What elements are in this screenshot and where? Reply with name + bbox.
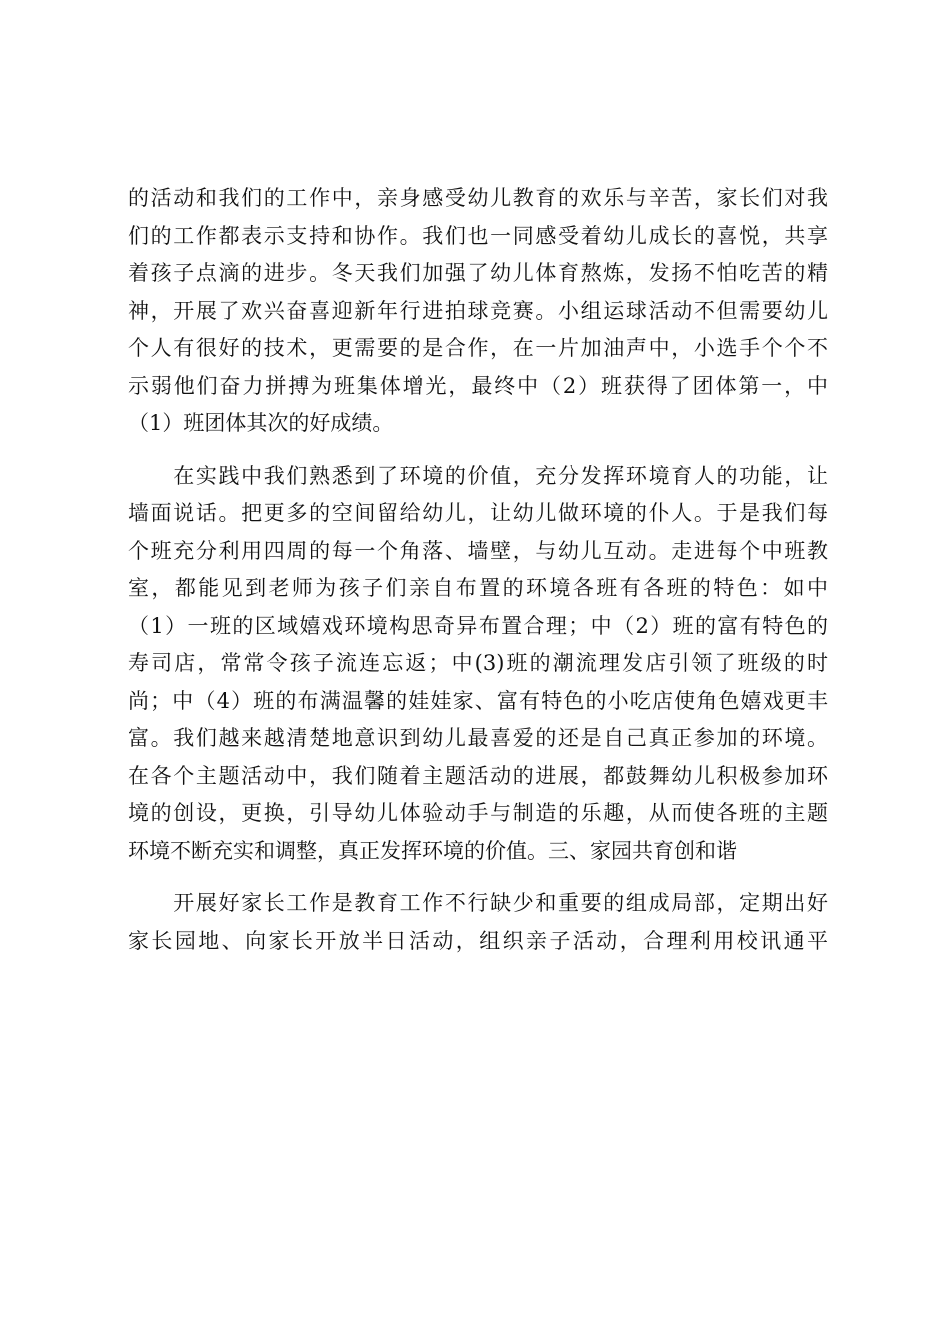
text-line: 在实践中我们熟悉到了环境的价值，充分发挥环境育人的功能，让 bbox=[128, 463, 828, 488]
text-line: 们的工作都表示支持和协作。我们也一同感受着幼儿成长的喜悦，共享 bbox=[128, 223, 828, 248]
text-line: 家长园地、向家长开放半日活动，组织亲子活动，合理利用校讯通平 bbox=[128, 928, 828, 953]
text-line: 室，都能见到老师为孩子们亲自布置的环境各班有各班的特色：如中 bbox=[128, 576, 828, 600]
text-line: 富。我们越来越清楚地意识到幼儿最喜爱的还是自己真正参加的环境。 bbox=[128, 726, 828, 750]
text-line: 个人有很好的技术，更需要的是合作，在一片加油声中，小选手个个不 bbox=[128, 336, 828, 360]
paragraph-spacer bbox=[128, 443, 828, 458]
text-line: 环境不断充实和调整，真正发挥环境的价值。三、家园共育创和谐 bbox=[128, 838, 737, 863]
paragraph bbox=[128, 458, 828, 871]
text-line: （1）班团体其次的好成绩。 bbox=[128, 411, 394, 435]
text-line: 的活动和我们的工作中，亲身感受幼儿教育的欢乐与辛苦，家长们对我 bbox=[128, 186, 828, 210]
document-body bbox=[128, 180, 828, 960]
text-line: 神，开展了欢兴奋喜迎新年行进拍球竞赛。小组运球活动不但需要幼儿 bbox=[128, 298, 828, 323]
text-line: 墙面说话。把更多的空间留给幼儿，让幼儿做环境的仆人。于是我们每 bbox=[128, 501, 828, 525]
text-line: 开展好家长工作是教育工作不行缺少和重要的组成局部，定期出好 bbox=[128, 891, 828, 915]
paragraph bbox=[128, 180, 828, 443]
text-line: 境的创设，更换，引导幼儿体验动手与制造的乐趣，从而使各班的主题 bbox=[128, 801, 828, 825]
text-line: 示弱他们奋力拼搏为班集体增光，最终中（2）班获得了团体第一，中 bbox=[128, 373, 828, 398]
text-line: 寿司店，常常令孩子流连忘返；中(3)班的潮流理发店引领了班级的时 bbox=[128, 651, 828, 675]
text-line: 着孩子点滴的进步。冬天我们加强了幼儿体育熬炼，发扬不怕吃苦的精 bbox=[128, 261, 828, 285]
text-line: 在各个主题活动中，我们随着主题活动的进展，都鼓舞幼儿积极参加环 bbox=[128, 763, 828, 788]
text-line: 个班充分利用四周的每一个角落、墙壁，与幼儿互动。走进每个中班教 bbox=[128, 538, 828, 563]
paragraph bbox=[128, 885, 828, 960]
paragraph-spacer bbox=[128, 870, 828, 885]
text-line: （1）一班的区域嬉戏环境构思奇异布置合理；中（2）班的富有特色的 bbox=[128, 613, 828, 638]
text-line: 尚；中（4）班的布满温馨的娃娃家、富有特色的小吃店使角色嬉戏更丰 bbox=[128, 688, 828, 713]
